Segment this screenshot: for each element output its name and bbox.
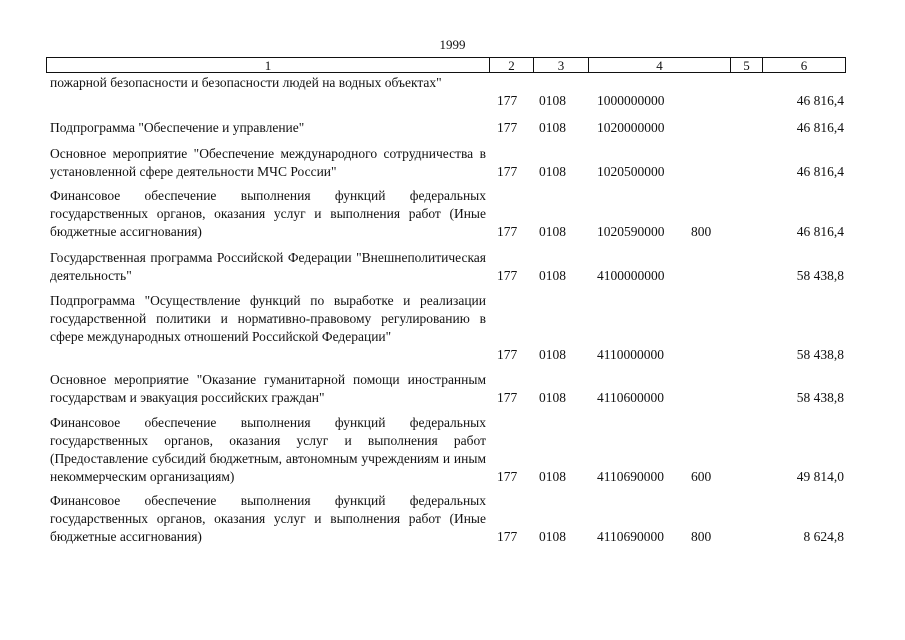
row-admin-code: 177: [497, 469, 518, 484]
row-admin-code: 177: [497, 347, 518, 362]
row-description: Основное мероприятие "Оказание гуманитарной помощи иностранным государствам и эвакуация российских граждан": [50, 372, 486, 405]
header-col-1: 1: [47, 58, 490, 72]
row-section-code: 0108: [539, 164, 566, 179]
row-amount: 58 438,8: [796, 347, 844, 362]
row-target-code: 1000000000: [597, 93, 665, 108]
row-amount: 58 438,8: [796, 268, 844, 283]
row-admin-code: 177: [497, 390, 518, 405]
row-amount: 46 816,4: [796, 120, 844, 135]
row-amount: 46 816,4: [796, 224, 844, 239]
row-target-code: 1020500000: [597, 164, 665, 179]
row-target-code: 4110690000: [597, 529, 664, 544]
header-col-6: 6: [800, 58, 808, 73]
row-target-code: 1020000000: [597, 120, 665, 135]
table-row: [0, 145, 905, 181]
table-header: [46, 57, 846, 73]
row-section-code: 0108: [539, 390, 566, 405]
table-row: [0, 187, 905, 241]
row-amount: 8 624,8: [803, 529, 844, 544]
row-section-code: 0108: [539, 529, 566, 544]
header-col-3: 3: [534, 58, 589, 72]
row-expense-type: 600: [691, 469, 712, 484]
header-col-4: 4: [589, 58, 731, 72]
header-col-2: 2: [490, 58, 534, 72]
page-number: 1999: [439, 37, 466, 52]
table-row: [0, 414, 905, 486]
row-target-code: 4110600000: [597, 390, 664, 405]
row-description: Финансовое обеспечение выполнения функций федеральных государственных органов, оказания услуг и выполнения работ (Иные бюджетные ассигнования): [50, 188, 486, 239]
row-description: пожарной безопасности и безопасности людей на водных объектах": [50, 75, 442, 90]
row-section-code: 0108: [539, 93, 566, 108]
row-admin-code: 177: [497, 164, 518, 179]
row-description: Подпрограмма "Осуществление функций по выработке и реализации государственной политики и нормативно-правовому регулированию в сфере международных отношений Российской Федерации": [50, 293, 486, 344]
row-description: Подпрограмма "Обеспечение и управление": [50, 120, 305, 135]
header-col-5: 5: [731, 58, 763, 72]
row-expense-type: 800: [691, 224, 712, 239]
row-section-code: 0108: [539, 469, 566, 484]
row-amount: 46 816,4: [796, 164, 844, 179]
row-section-code: 0108: [539, 347, 566, 362]
table-row: [0, 292, 905, 364]
row-target-code: 4110000000: [597, 347, 664, 362]
row-admin-code: 177: [497, 224, 518, 239]
row-description: Финансовое обеспечение выполнения функций федеральных государственных органов, оказания услуг и выполнения работ (Иные бюджетные ассигнования): [50, 493, 486, 544]
row-target-code: 4110690000: [597, 469, 664, 484]
row-target-code: 4100000000: [597, 268, 665, 283]
table-row: [0, 492, 905, 546]
row-section-code: 0108: [539, 120, 566, 135]
row-amount: 49 814,0: [796, 469, 844, 484]
table-row: [0, 119, 905, 137]
row-description: Основное мероприятие "Обеспечение международного сотрудничества в установленной сфере деятельности МЧС России": [50, 146, 486, 179]
row-admin-code: 177: [497, 529, 518, 544]
table-row: [0, 371, 905, 407]
row-description: Государственная программа Российской Федерации "Внешнеполитическая деятельность": [50, 250, 486, 283]
table-row: [0, 74, 905, 110]
row-admin-code: 177: [497, 268, 518, 283]
row-target-code: 1020590000: [597, 224, 665, 239]
row-amount: 58 438,8: [796, 390, 844, 405]
row-admin-code: 177: [497, 93, 518, 108]
row-expense-type: 800: [691, 529, 712, 544]
row-amount: 46 816,4: [796, 93, 844, 108]
row-admin-code: 177: [497, 120, 518, 135]
table-row: [0, 249, 905, 285]
row-section-code: 0108: [539, 268, 566, 283]
row-description: Финансовое обеспечение выполнения функций федеральных государственных органов, оказания услуг и выполнения работ (Предоставление субсидий бюджетным, автономным учреждениям и иным некоммерческим организациям): [50, 415, 486, 484]
row-section-code: 0108: [539, 224, 566, 239]
